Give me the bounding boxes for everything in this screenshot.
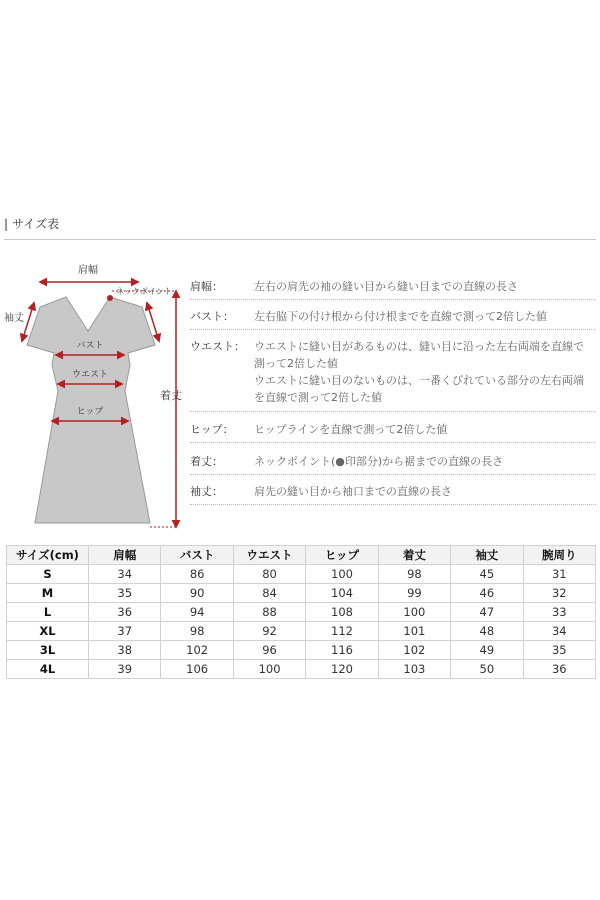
table-header-cell: バスト <box>161 546 233 565</box>
table-cell: 102 <box>378 641 450 660</box>
table-header-cell: 袖丈 <box>451 546 523 565</box>
definition-term: ヒップ： <box>190 423 234 436</box>
table-cell: 90 <box>161 584 233 603</box>
table-cell: 98 <box>378 565 450 584</box>
table-cell: 39 <box>89 660 161 679</box>
definition-text: 肩先の縫い目から袖口までの直線の長さ <box>254 485 452 498</box>
section-title <box>4 214 596 240</box>
definition-term: 袖丈： <box>190 485 223 498</box>
definition-text <box>254 338 594 406</box>
table-cell: 38 <box>89 641 161 660</box>
table-cell: 94 <box>161 603 233 622</box>
shoulder-label: 肩幅 <box>78 265 98 276</box>
hip-label: ヒップ <box>76 407 104 417</box>
table-row <box>7 641 596 660</box>
waist-label: ウエスト <box>71 370 109 380</box>
length-label: 着丈 <box>160 389 182 402</box>
definition-row <box>190 278 596 300</box>
table-row <box>7 622 596 641</box>
table-cell: 102 <box>161 641 233 660</box>
definition-line: ウエストに縫い目のないものは、一番くびれている部分の左右両端 <box>254 374 584 387</box>
definition-line: を直線で測って2倍した値 <box>254 391 382 404</box>
sleeve-label: 袖丈 <box>4 313 24 324</box>
table-header-cell: ヒップ <box>306 546 378 565</box>
table-cell: 36 <box>89 603 161 622</box>
table-header-cell: 肩幅 <box>89 546 161 565</box>
section-title-bar: | <box>4 217 9 231</box>
table-cell: 88 <box>233 603 305 622</box>
table-cell: 99 <box>378 584 450 603</box>
table-cell: 36 <box>523 660 595 679</box>
table-cell: 31 <box>523 565 595 584</box>
definition-row <box>190 483 596 505</box>
table-row <box>7 584 596 603</box>
dress-diagram-svg <box>0 255 190 540</box>
table-cell: 92 <box>233 622 305 641</box>
definition-term: ウエスト： <box>190 340 245 353</box>
section-title-text: サイズ表 <box>12 217 60 231</box>
bust-label: バスト <box>76 341 104 351</box>
table-row <box>7 603 596 622</box>
definition-line: ウエストに縫い目があるものは、縫い目に沿った左右両端を直線で <box>254 340 584 353</box>
table-cell: 45 <box>451 565 523 584</box>
table-cell: 47 <box>451 603 523 622</box>
table-cell: 103 <box>378 660 450 679</box>
table-cell: 80 <box>233 565 305 584</box>
definition-row <box>190 421 596 443</box>
table-cell: 35 <box>523 641 595 660</box>
definition-row <box>190 453 596 475</box>
table-header-cell: 着丈 <box>378 546 450 565</box>
table-row <box>7 565 596 584</box>
table-cell: 84 <box>233 584 305 603</box>
table-cell: 112 <box>306 622 378 641</box>
table-cell: 37 <box>89 622 161 641</box>
table-cell: 33 <box>523 603 595 622</box>
size-cell: XL <box>7 622 89 641</box>
dress-diagram <box>0 255 190 540</box>
table-header-cell: ウエスト <box>233 546 305 565</box>
table-cell: 96 <box>233 641 305 660</box>
definition-text: 左右脇下の付け根から付け根までを直線で測って2倍した値 <box>254 310 547 323</box>
table-cell: 50 <box>451 660 523 679</box>
definition-text: ヒップラインを直線で測って2倍した値 <box>254 423 448 436</box>
table-cell: 116 <box>306 641 378 660</box>
table-cell: 46 <box>451 584 523 603</box>
size-cell: 3L <box>7 641 89 660</box>
definition-term: バスト： <box>190 310 234 323</box>
table-cell: 49 <box>451 641 523 660</box>
table-row <box>7 660 596 679</box>
size-cell: 4L <box>7 660 89 679</box>
definition-line: 測って2倍した値 <box>254 357 338 370</box>
table-header-cell: サイズ(cm) <box>7 546 89 565</box>
neck-point-dot <box>107 295 113 301</box>
table-cell: 98 <box>161 622 233 641</box>
table-cell: 104 <box>306 584 378 603</box>
table-cell: 35 <box>89 584 161 603</box>
table-cell: 106 <box>161 660 233 679</box>
table-cell: 86 <box>161 565 233 584</box>
table-cell: 32 <box>523 584 595 603</box>
size-cell: S <box>7 565 89 584</box>
neckpoint-label: ネックポイント <box>116 287 172 296</box>
definition-term: 肩幅： <box>190 280 223 293</box>
table-cell: 34 <box>523 622 595 641</box>
table-cell: 100 <box>378 603 450 622</box>
size-table <box>6 545 596 679</box>
definition-row <box>190 308 596 330</box>
table-header-row <box>7 546 596 565</box>
table-cell: 48 <box>451 622 523 641</box>
table-header-cell: 腕周り <box>523 546 595 565</box>
table-cell: 108 <box>306 603 378 622</box>
size-cell: L <box>7 603 89 622</box>
table-cell: 100 <box>233 660 305 679</box>
size-cell: M <box>7 584 89 603</box>
table-cell: 100 <box>306 565 378 584</box>
table-cell: 34 <box>89 565 161 584</box>
definition-row <box>190 338 596 412</box>
definition-text: 左右の肩先の袖の縫い目から縫い目までの直線の長さ <box>254 280 518 293</box>
table-cell: 101 <box>378 622 450 641</box>
definition-term: 着丈： <box>190 455 223 468</box>
definition-text: ネックポイント(●印部分)から裾までの直線の長さ <box>254 455 504 468</box>
table-cell: 120 <box>306 660 378 679</box>
